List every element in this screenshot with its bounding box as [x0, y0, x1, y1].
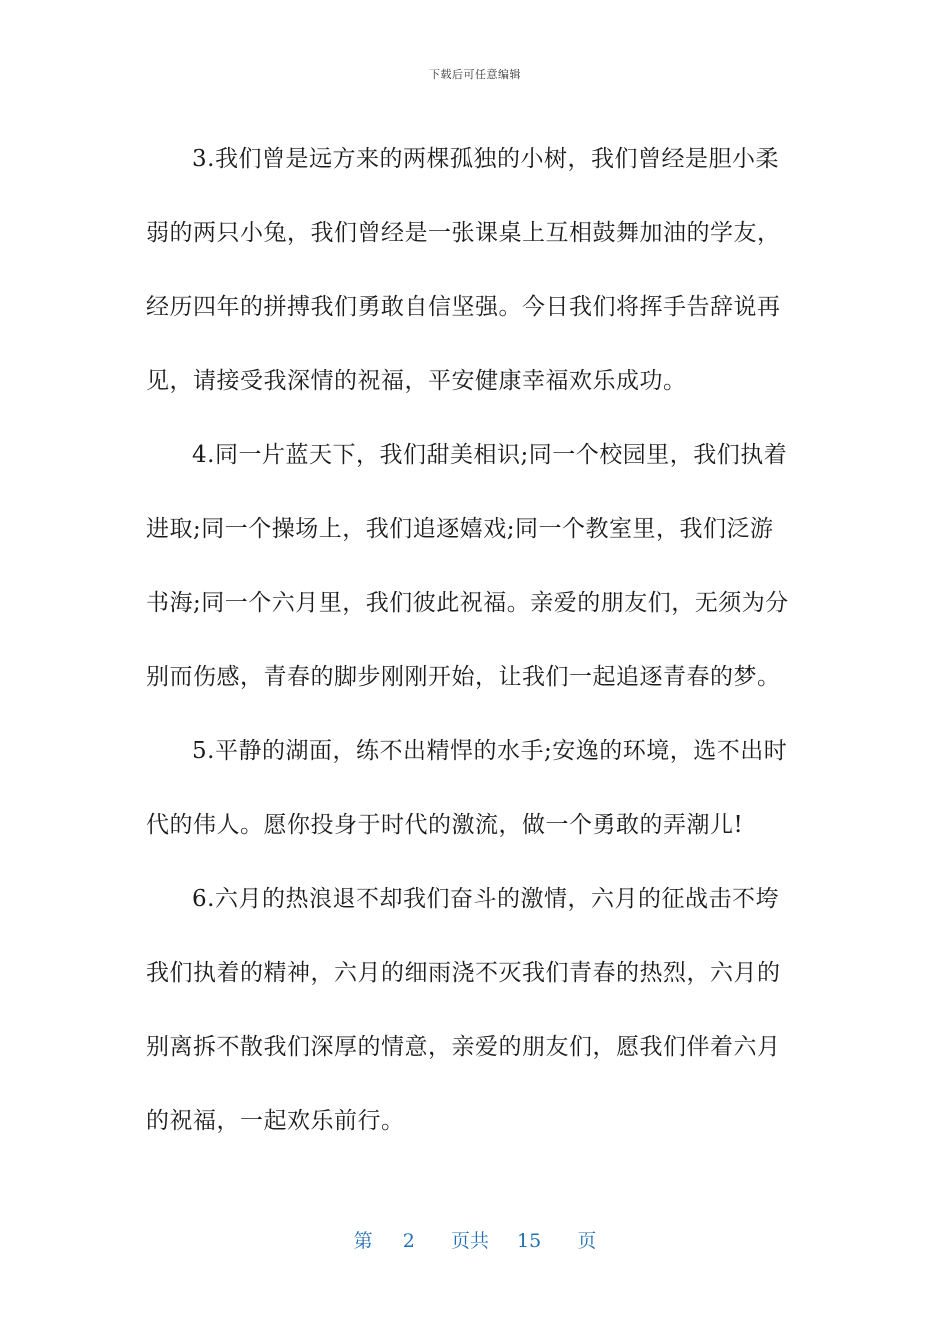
paragraph-line: 弱的两只小兔，我们曾经是一张课桌上互相鼓舞加油的学友， [146, 220, 781, 246]
paragraph-3 [146, 122, 806, 418]
paragraph-line: 别离拆不散我们深厚的情意，亲爱的朋友们，愿我们伴着六月 [146, 1034, 781, 1060]
footer-total-pages: 15 [517, 1230, 542, 1252]
paragraph-5 [146, 714, 806, 862]
footer-label-page: 第 [353, 1230, 373, 1252]
paragraph-line: 别而伤感，青春的脚步刚刚开始，让我们一起追逐青春的梦。 [146, 664, 781, 690]
document-body [146, 122, 806, 1158]
page-header-note: 下载后可任意编辑 [429, 68, 521, 81]
footer-label-end: 页 [577, 1230, 597, 1252]
paragraph-line: 6.六月的热浪退不却我们奋斗的激情，六月的征战击不垮 [192, 886, 779, 912]
paragraph-6 [146, 862, 806, 1158]
paragraph-line: 见，请接受我深情的祝福，平安健康幸福欢乐成功。 [146, 368, 687, 394]
paragraph-line: 书海;同一个六月里，我们彼此祝福。亲爱的朋友们，无须为分 [146, 590, 789, 616]
paragraph-line: 代的伟人。愿你投身于时代的激流，做一个勇敢的弄潮儿! [146, 812, 744, 838]
footer-current-page: 2 [402, 1230, 415, 1252]
paragraph-4 [146, 418, 806, 714]
paragraph-line: 进取;同一个操场上，我们追逐嬉戏;同一个教室里，我们泛游 [146, 516, 774, 542]
paragraph-line: 经历四年的拼搏我们勇敢自信坚强。今日我们将挥手告辞说再 [146, 294, 781, 320]
paragraph-line: 4.同一片蓝天下，我们甜美相识;同一个校园里，我们执着 [192, 442, 788, 468]
paragraph-line: 3.我们曾是远方来的两棵孤独的小树，我们曾经是胆小柔 [192, 146, 779, 172]
paragraph-line: 5.平静的湖面，练不出精悍的水手;安逸的环境，选不出时 [192, 738, 788, 764]
page-footer [0, 1226, 950, 1253]
paragraph-line: 我们执着的精神，六月的细雨浇不灭我们青春的热烈，六月的 [146, 960, 781, 986]
footer-label-total: 页共 [450, 1230, 489, 1252]
paragraph-line: 的祝福，一起欢乐前行。 [146, 1108, 405, 1134]
